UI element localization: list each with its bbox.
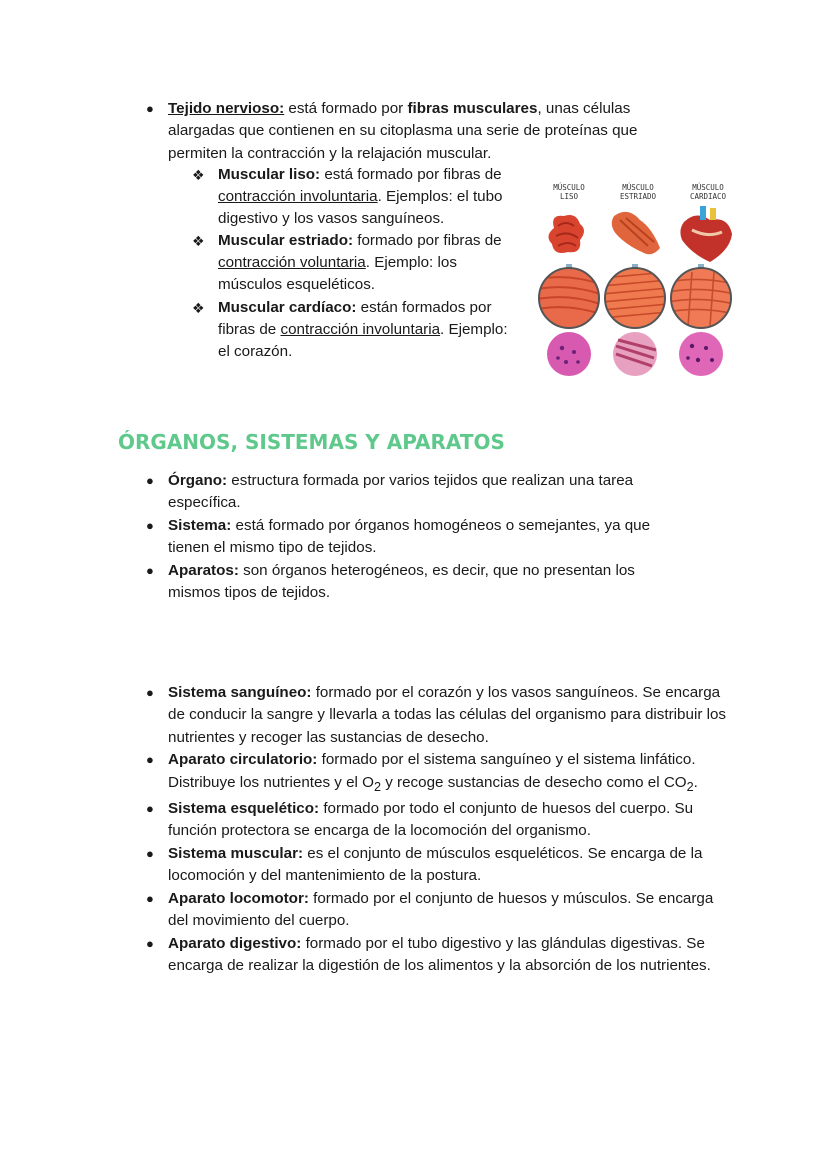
tissue-list	[146, 98, 688, 165]
label-cardiaco-1: MÚSCULO	[692, 183, 724, 192]
label-liso-1: MÚSCULO	[553, 183, 585, 192]
bullet-dot-icon: ●	[146, 517, 154, 533]
smooth-fibers-icon	[532, 268, 606, 328]
list-item: ● Aparato digestivo: formado por el tubo digestivo y las glándulas digestivas. Se encarga de realizar la digestión de los alimentos y la absorción de los nutrientes.	[146, 934, 711, 974]
list-item: ● Sistema muscular: es el conjunto de músculos esqueléticos. Se encarga de la locomoción y del mantenimiento de la postura.	[146, 844, 703, 885]
bullet-dot-icon: ●	[146, 752, 154, 768]
list-item-cardiaco: ❖ Muscular cardíaco: están formados por fibras de contracción involuntaria. Ejemplo: el corazón.	[192, 298, 508, 360]
label-liso-2: LISO	[559, 192, 579, 201]
label-estriado-2: ESTRIADO	[619, 192, 657, 201]
bullet-dot-icon: ●	[146, 473, 154, 488]
heart-icon	[680, 206, 732, 262]
list-item: ● Sistema esquelético: formado por todo el conjunto de huesos del cuerpo. Su función protectora se encarga de la locomoción del organismo.	[146, 800, 694, 840]
arm-muscle-icon	[612, 212, 660, 254]
diamond-bullet-icon: ❖	[192, 167, 205, 183]
bullet-dot-icon: ●	[146, 562, 154, 578]
muscle-types-figure	[532, 176, 754, 384]
list-item-tejido: ● Tejido nervioso: está formado por fibras musculares, unas células alargadas que contienen en su citoplasma una serie de proteínas que permiten la contracción y la relajación muscular.	[146, 100, 638, 162]
list-item: ● Sistema: está formado por órganos homogéneos o semejantes, ya que tienen el mismo tipo de tejidos.	[146, 516, 651, 557]
cardiac-histology-icon	[679, 332, 723, 376]
list-item-estriado: ❖ Muscular estriado: formado por fibras de contracción voluntaria. Ejemplo: los músculos esqueléticos.	[192, 232, 502, 294]
striated-fibers-icon	[602, 268, 668, 328]
smooth-histology-icon	[547, 332, 591, 376]
bullet-dot-icon: ●	[146, 801, 154, 817]
list-item: ● Aparato circulatorio: formado por el sistema sanguíneo y el sistema linfático. Distribuye los nutrientes y el $O_2$ y recoge sustancias de desecho como el $CO_2$.	[146, 751, 698, 794]
bullet-dot-icon: ●	[146, 935, 154, 951]
label-cardiaco-2: CARDIACO	[689, 192, 727, 201]
label-estriado-1: MÚSCULO	[622, 183, 654, 192]
cardiac-fibers-icon	[668, 268, 734, 328]
striated-histology-icon	[613, 332, 657, 376]
organs-list	[146, 470, 688, 604]
list-item-liso: ❖ Muscular liso: está formado por fibras de contracción involuntaria. Ejemplos: el tubo digestivo y los vasos sanguíneos.	[192, 166, 503, 228]
list-item: ● Aparato locomotor: formado por el conjunto de huesos y músculos. Se encarga del movimiento del cuerpo.	[146, 889, 714, 930]
diamond-bullet-icon: ❖	[192, 233, 205, 250]
list-item: ● Sistema sanguíneo: formado por el corazón y los vasos sanguíneos. Se encarga de conducir la sangre y llevarla a todas las células del organismo para distribuir los nutrientes y recoger las sustancias de desecho.	[146, 684, 727, 746]
bullet-dot-icon: ●	[146, 101, 154, 116]
section-heading: ÓRGANOS, SISTEMAS Y APARATOS	[118, 430, 505, 454]
muscle-types-list	[192, 164, 508, 363]
intestine-icon	[548, 215, 584, 253]
systems-list	[146, 682, 728, 977]
list-item: ● Aparatos: son órganos heterogéneos, es decir, que no presentan los mismos tipos de tejidos.	[146, 561, 635, 602]
bullet-dot-icon: ●	[146, 845, 154, 861]
term: Tejido nervioso:	[168, 100, 285, 117]
bullet-dot-icon: ●	[146, 685, 154, 700]
bullet-dot-icon: ●	[146, 890, 154, 906]
diamond-bullet-icon: ❖	[192, 299, 205, 316]
list-item: ● Órgano: estructura formada por varios tejidos que realizan una tarea específica.	[146, 472, 634, 512]
